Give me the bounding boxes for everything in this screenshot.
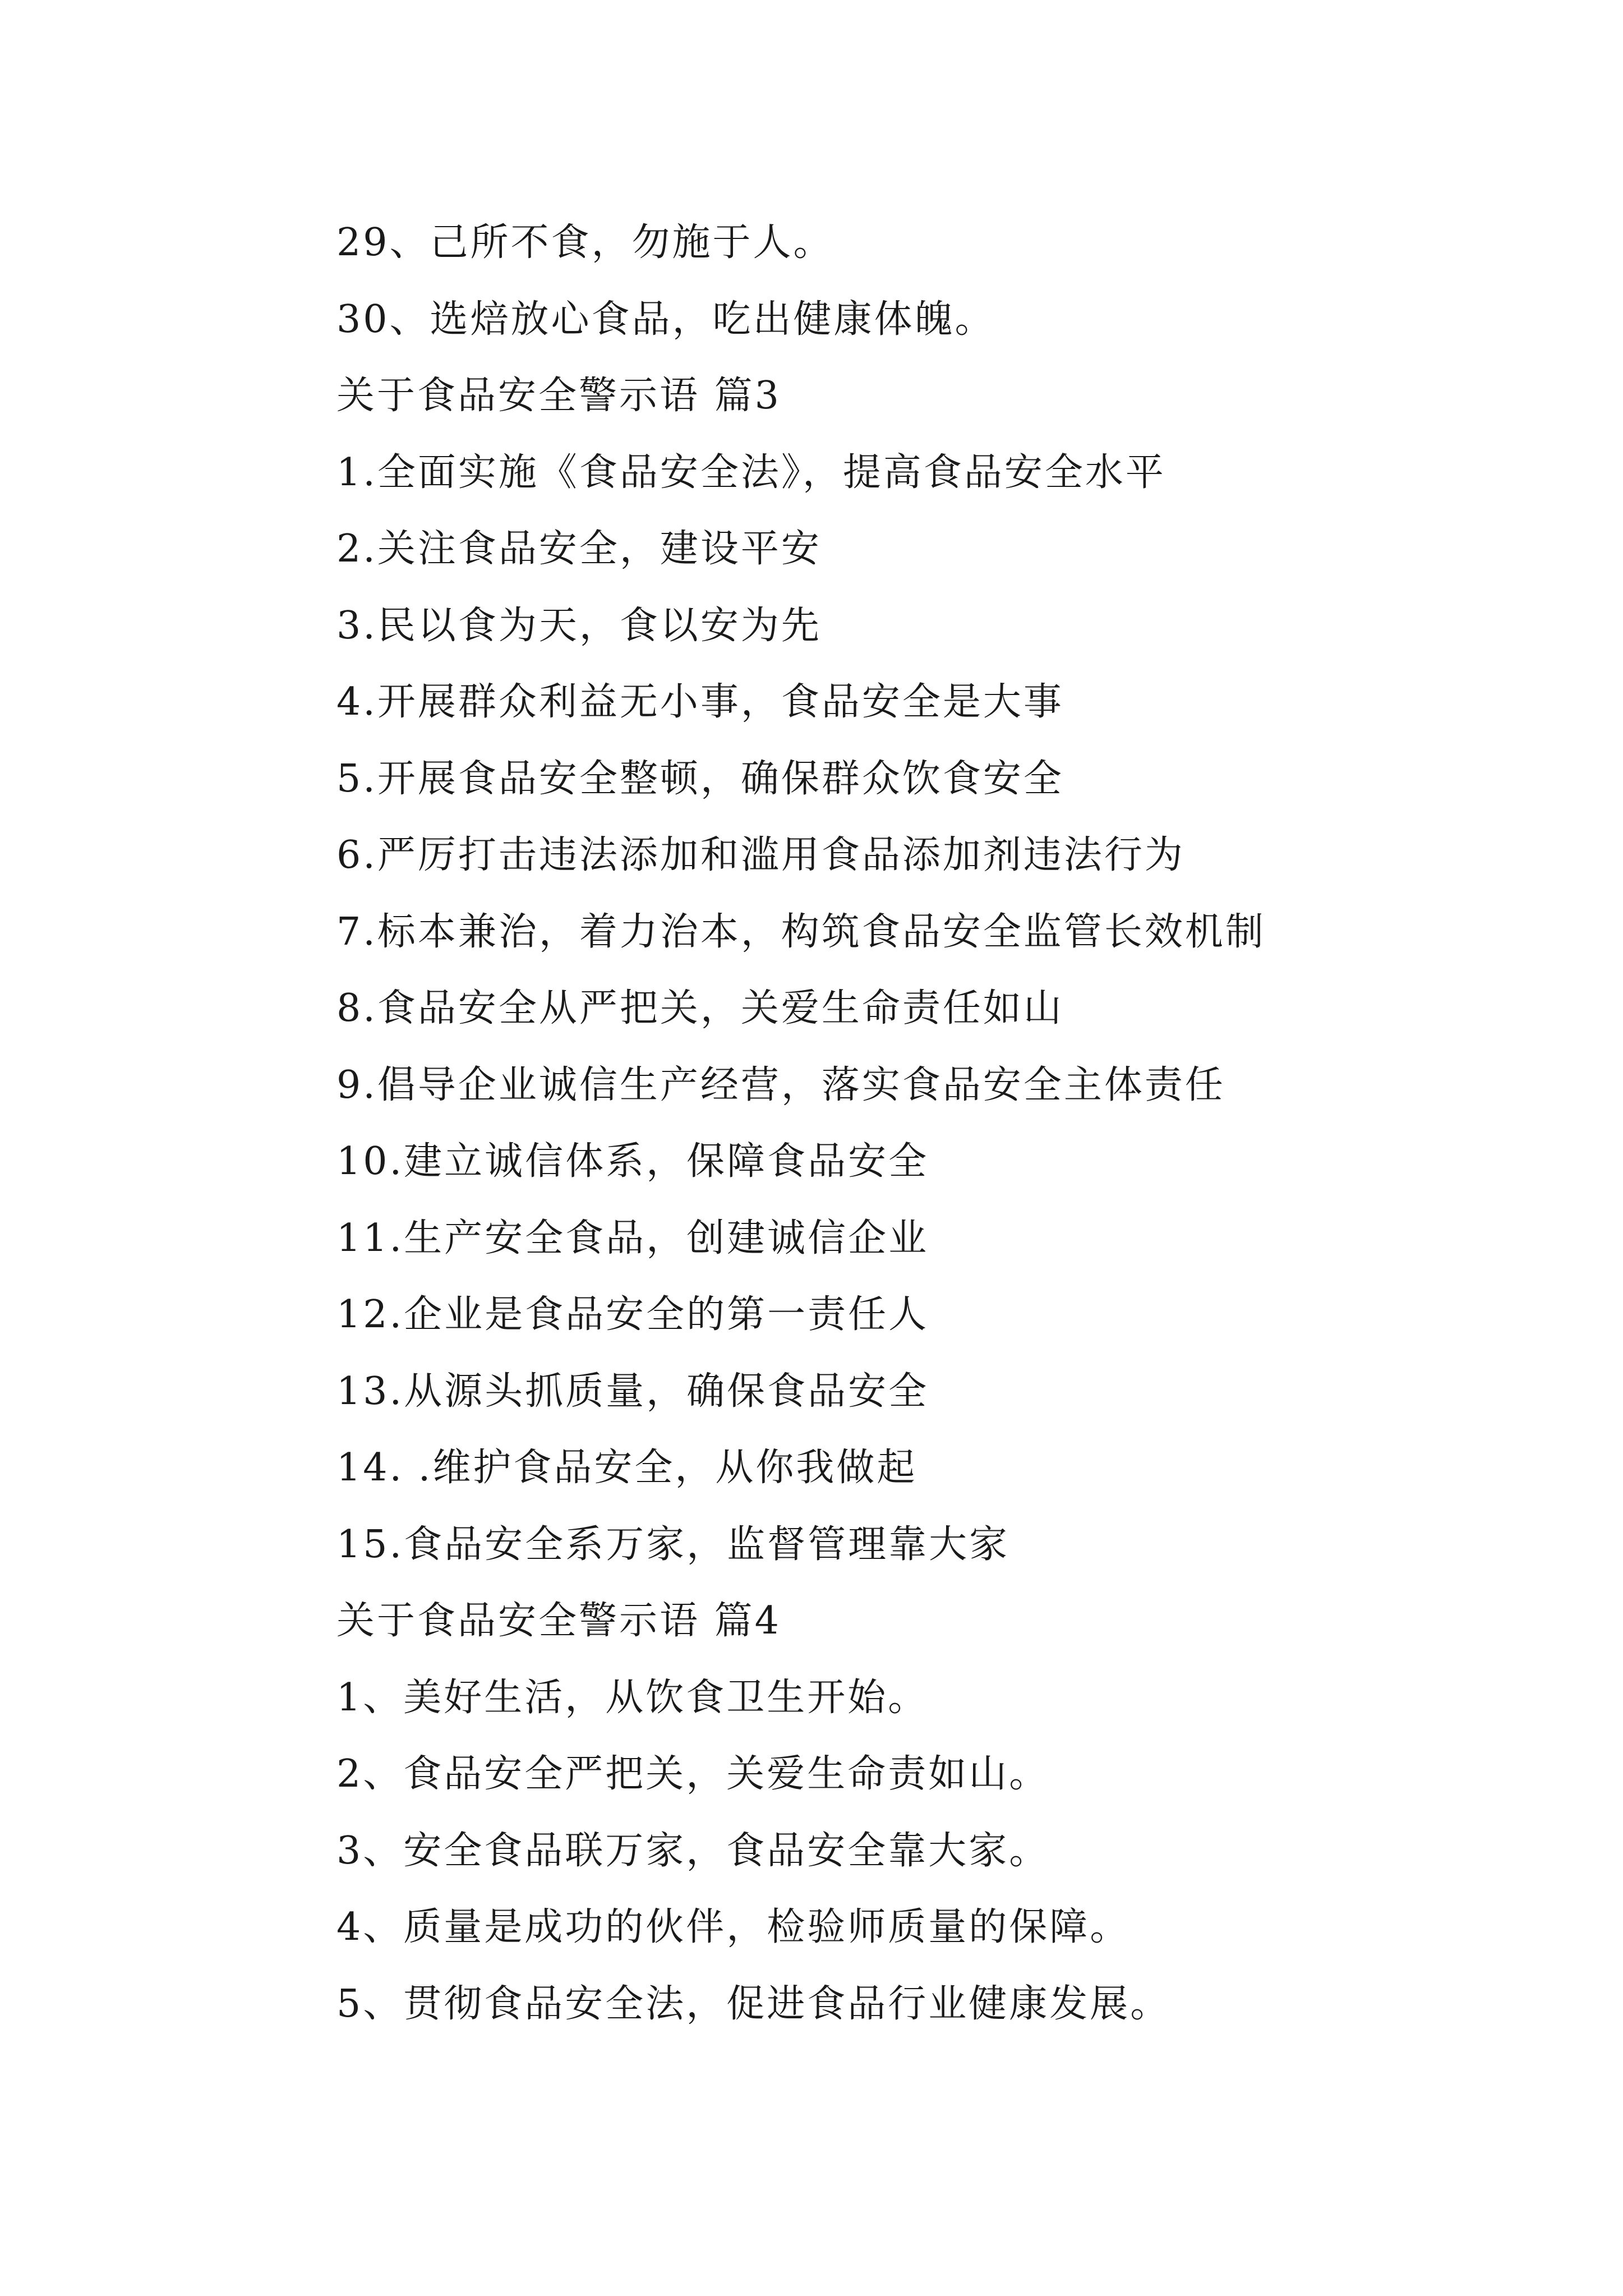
slogan-line: 3、安全食品联万家，食品安全靠大家。 <box>336 1828 1050 1873</box>
slogan-line: 9.倡导企业诚信生产经营，落实食品安全主体责任 <box>336 1062 1225 1107</box>
slogan-line: 12.企业是食品安全的第一责任人 <box>336 1292 929 1337</box>
slogan-line: 7.标本兼治，着力治本，构筑食品安全监管长效机制 <box>336 909 1266 954</box>
slogan-line: 4、质量是成功的伙伴，检验师质量的保障。 <box>336 1905 1131 1949</box>
slogan-line: 14. .维护食品安全，从你我做起 <box>336 1446 917 1490</box>
slogan-line: 15.食品安全系万家，监督管理靠大家 <box>336 1522 1010 1567</box>
slogan-line: 1.全面实施《食品安全法》，提高食品安全水平 <box>336 450 1166 495</box>
slogan-line: 1、美好生活，从饮食卫生开始。 <box>336 1675 929 1720</box>
slogan-line: 2.关注食品安全，建设平安 <box>336 527 822 571</box>
slogan-line: 11.生产安全食品，创建诚信企业 <box>336 1216 929 1260</box>
section-heading: 关于食品安全警示语 篇3 <box>336 374 781 418</box>
slogan-line: 2、食品安全严把关，关爱生命责如山。 <box>336 1752 1050 1796</box>
slogan-line: 4.开展群众利益无小事，食品安全是大事 <box>336 680 1064 724</box>
slogan-line: 6.严厉打击违法添加和滥用食品添加剂违法行为 <box>336 833 1185 877</box>
slogan-line: 13.从源头抓质量，确保食品安全 <box>336 1369 929 1414</box>
slogan-line: 10.建立诚信体系，保障食品安全 <box>336 1139 929 1184</box>
section-heading: 关于食品安全警示语 篇4 <box>336 1599 781 1643</box>
slogan-line: 29、己所不食，勿施于人。 <box>336 220 834 265</box>
slogan-line: 5.开展食品安全整顿，确保群众饮食安全 <box>336 756 1064 801</box>
slogan-line: 8.食品安全从严把关，关爱生命责任如山 <box>336 986 1064 1030</box>
document-body <box>336 205 1458 2042</box>
slogan-line: 30、选焙放心食品，吃出健康体魄。 <box>336 297 995 342</box>
slogan-line: 3.民以食为天，食以安为先 <box>336 603 822 648</box>
slogan-line: 5、贯彻食品安全法，促进食品行业健康发展。 <box>336 1981 1171 2026</box>
